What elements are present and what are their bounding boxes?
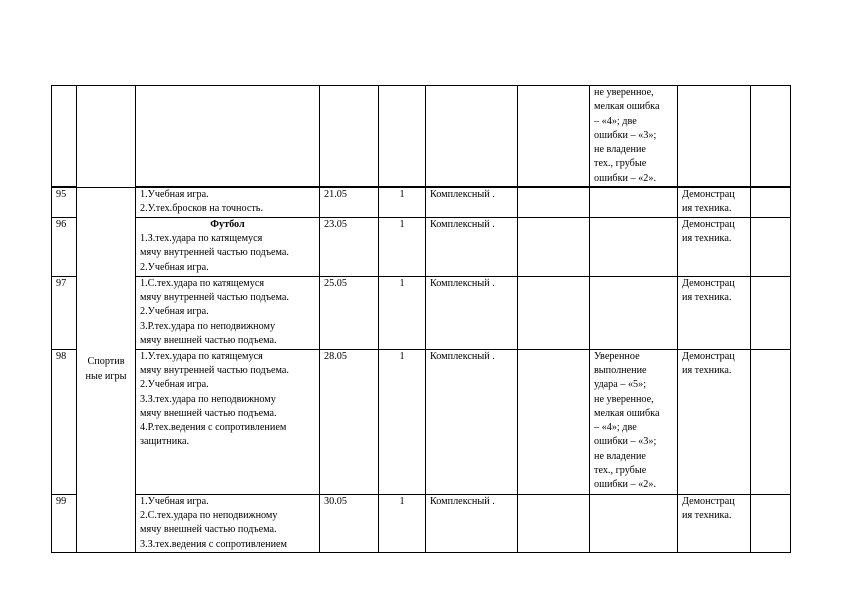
topic-cell [136, 86, 320, 188]
empty-cell [751, 217, 791, 276]
hours-cell: 1 [379, 187, 426, 217]
section-label: Спортив ные игры [85, 356, 127, 382]
topic-line: защитника. [140, 436, 190, 448]
date-cell [320, 86, 379, 188]
table-row [52, 494, 791, 552]
empty-cell [751, 276, 791, 349]
empty-cell [518, 187, 590, 217]
topic-line: 2.С.тех.удара по неподвижному [140, 509, 278, 521]
topic-line: 1.З.тех.удара по катящемуся [140, 232, 263, 244]
date-cell: 25.05 [320, 276, 379, 349]
criteria-cell: Уверенное выполнение удара – «5»; не уверенное, мелкая ошибка – «4»; две ошибки – «3»; не владение тех., грубые ошибки – «2». [590, 349, 678, 494]
lesson-number-cell: 96 [52, 217, 77, 276]
topic-line: 1.У.тех.удара по катящемуся [140, 350, 263, 362]
empty-cell [518, 86, 590, 188]
lesson-type-cell: Комплексный . [426, 276, 518, 349]
lesson-number-cell: 99 [52, 494, 77, 552]
topic-line: 1.Учебная игра. [140, 189, 209, 201]
hours-cell: 1 [379, 276, 426, 349]
topic-cell [136, 276, 320, 349]
empty-cell [751, 86, 791, 188]
criteria-cell [590, 187, 678, 217]
date-cell: 21.05 [320, 187, 379, 217]
table-row [52, 187, 791, 217]
topic-cell [136, 187, 320, 217]
topic-cell [136, 349, 320, 494]
topic-cell [136, 217, 320, 276]
table-row [52, 276, 791, 349]
topic-line: 2.Учебная игра. [140, 379, 209, 391]
topic-line: 1.Учебная игра. [140, 495, 209, 507]
topic-line: 2.У.тех.бросков на точность. [140, 203, 264, 215]
empty-cell [518, 494, 590, 552]
topic-line: мячу внешней частью подъема. [140, 334, 277, 346]
equipment-cell: Демонстрац ия техника. [678, 187, 751, 217]
empty-cell [751, 187, 791, 217]
topic-line: мячу внутренней частью подъема. [140, 291, 289, 303]
topic-line: 2.Учебная игра. [140, 306, 209, 318]
hours-cell: 1 [379, 217, 426, 276]
topic-line: 2.Учебная игра. [140, 261, 209, 273]
equipment-cell [678, 86, 751, 188]
section-cell [77, 187, 136, 552]
lesson-number-cell [52, 86, 77, 188]
topic-heading: Футбол [210, 218, 245, 230]
lesson-type-cell: Комплексный . [426, 349, 518, 494]
criteria-cell: не уверенное, мелкая ошибка – «4»; две ошибки – «3»; не владение тех., грубые ошибки – «2». [590, 86, 678, 188]
equipment-cell: Демонстрац ия техника. [678, 494, 751, 552]
date-cell: 30.05 [320, 494, 379, 552]
lesson-plan-table [51, 85, 791, 553]
topic-line: мячу внешней частью подъема. [140, 407, 277, 419]
lesson-number-cell: 95 [52, 187, 77, 217]
date-cell: 23.05 [320, 217, 379, 276]
lesson-type-cell [426, 86, 518, 188]
date-cell: 28.05 [320, 349, 379, 494]
empty-cell [751, 494, 791, 552]
equipment-cell: Демонстрац ия техника. [678, 349, 751, 494]
topic-cell [136, 494, 320, 552]
empty-cell [518, 217, 590, 276]
criteria-cell [590, 217, 678, 276]
lesson-type-cell: Комплексный . [426, 494, 518, 552]
topic-line: 3.З.тех.ведения с сопротивлением [140, 538, 287, 550]
hours-cell [379, 86, 426, 188]
empty-cell [518, 276, 590, 349]
lesson-number-cell: 98 [52, 349, 77, 494]
hours-cell: 1 [379, 494, 426, 552]
criteria-cell [590, 276, 678, 349]
hours-cell: 1 [379, 349, 426, 494]
section-cell [77, 86, 136, 188]
empty-cell [751, 349, 791, 494]
topic-line: мячу внутренней частью подъема. [140, 247, 289, 259]
topic-line: 1.С.тех.удара по катящемуся [140, 277, 265, 289]
criteria-cell [590, 494, 678, 552]
lesson-type-cell: Комплексный . [426, 187, 518, 217]
topic-line: мячу внешней частью подъема. [140, 524, 277, 536]
topic-line: 3.Р.тех.удара по неподвижному [140, 320, 276, 332]
table-row [52, 217, 791, 276]
topic-line: мячу внутренней частью подъема. [140, 364, 289, 376]
topic-line: 3.З.тех.удара по неподвижному [140, 393, 276, 405]
empty-cell [518, 349, 590, 494]
table-row [52, 349, 791, 494]
equipment-cell: Демонстрац ия техника. [678, 217, 751, 276]
lesson-type-cell: Комплексный . [426, 217, 518, 276]
topic-line: 4.Р.тех.ведения с сопротивлением [140, 422, 287, 434]
table-row [52, 86, 791, 188]
equipment-cell: Демонстрац ия техника. [678, 276, 751, 349]
lesson-number-cell: 97 [52, 276, 77, 349]
